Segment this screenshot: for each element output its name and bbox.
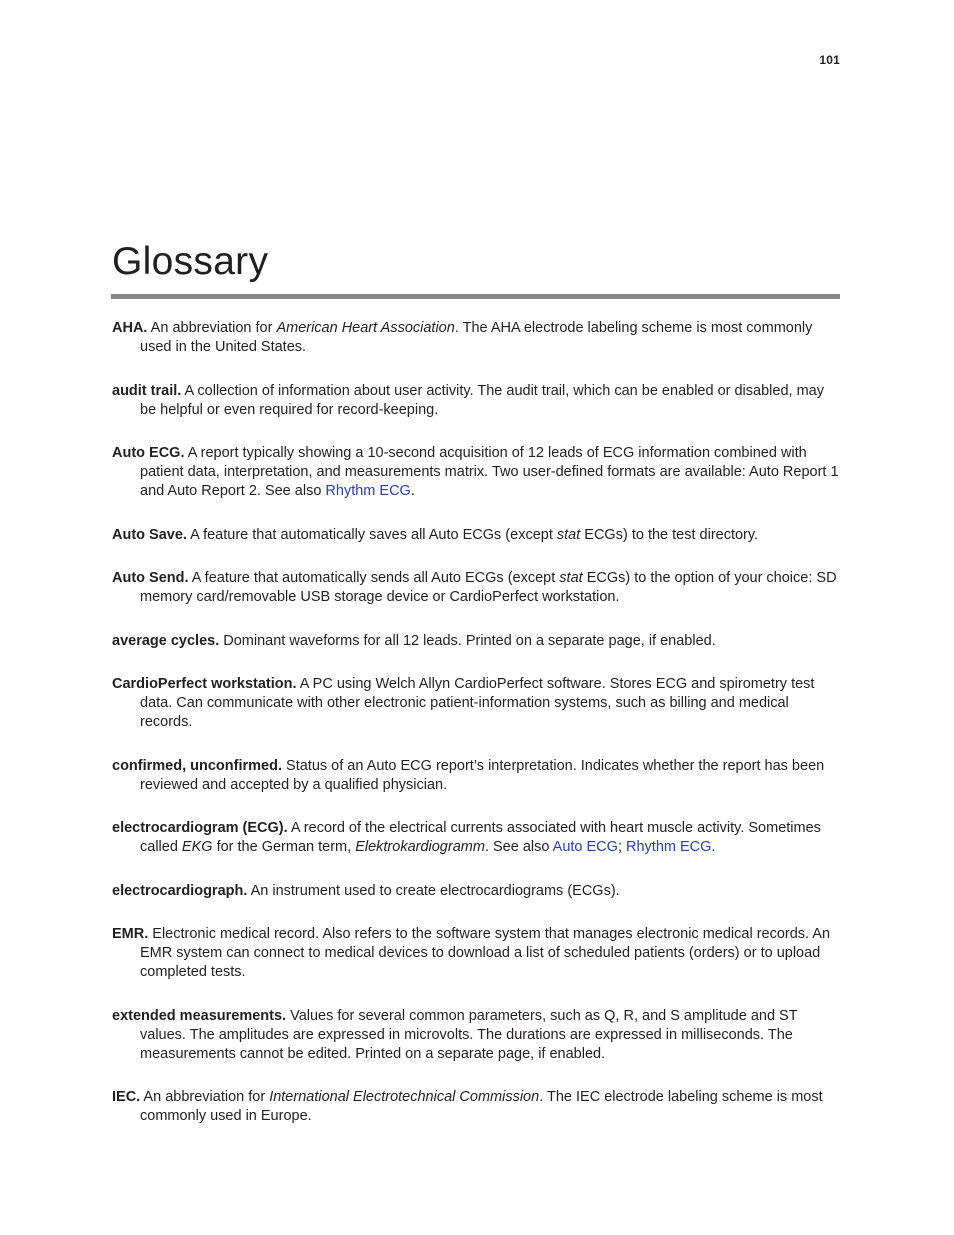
glossary-term: Auto ECG. <box>112 445 185 461</box>
glossary-entry-auto-ecg <box>112 444 842 501</box>
definition-text: ECGs) to the option of your choice: SD memory card/removable USB storage device or CardioPerfect workstation. <box>140 570 837 605</box>
glossary-entry-iec <box>112 1088 842 1126</box>
glossary-term: EMR. <box>112 926 149 942</box>
glossary-entry-audit-trail <box>112 382 842 420</box>
glossary-entry-emr <box>112 925 842 982</box>
definition-italic: stat <box>556 526 581 543</box>
glossary-entry-cardioperfect-workstation <box>112 675 842 732</box>
glossary-term: IEC. <box>112 1089 141 1105</box>
glossary-entry-electrocardiograph <box>112 882 842 901</box>
definition-text: A collection of information about user activity. The audit trail, which can be enabled or disabled, may be helpful or even required for record-keeping. <box>140 382 824 418</box>
definition-text: A record of the electrical currents associated with heart muscle activity. Sometimes called <box>140 820 821 855</box>
definition-text: ; <box>617 839 626 855</box>
definition-text: A feature that automatically sends all Auto ECGs (except <box>188 570 560 586</box>
glossary-entry-extended-measurements <box>112 1007 842 1064</box>
definition-text: Dominant waveforms for all 12 leads. Printed on a separate page, if enabled. <box>219 632 716 649</box>
glossary-entry-electrocardiogram <box>112 819 842 857</box>
definition-text: Electronic medical record. Also refers to the software system that manages electronic medical records. An EMR system can connect to medical devices to download a list of scheduled patients (orders) or to upload completed tests. <box>140 926 831 980</box>
definition-text: for the German term, <box>212 839 356 855</box>
definition-text: Status of an Auto ECG report’s interpretation. Indicates whether the report has been reviewed and accepted by a qualified physician. <box>140 757 825 793</box>
glossary-term: electrocardiograph. <box>112 882 248 899</box>
glossary-entry-confirmed-unconfirmed <box>112 757 842 795</box>
definition-text: ECGs) to the test directory. <box>580 526 759 543</box>
rhythm-ecg-link[interactable]: Rhythm ECG <box>325 483 411 499</box>
definition-text: . The IEC electrode labeling scheme is most commonly used in Europe. <box>140 1089 823 1124</box>
definition-italic: American Heart Association <box>276 320 455 336</box>
title-divider <box>111 294 840 299</box>
definition-italic: Elektrokardiogramm <box>355 839 485 855</box>
glossary-term: extended measurements. <box>112 1007 287 1024</box>
glossary-term: Auto Send. <box>112 570 189 586</box>
definition-text: . <box>410 483 415 499</box>
glossary-entry-auto-send <box>112 569 842 607</box>
glossary-term: audit trail. <box>112 382 182 399</box>
rhythm-ecg-link[interactable]: Rhythm ECG <box>626 839 712 855</box>
glossary-entry-aha <box>112 319 842 357</box>
page-number: 101 <box>819 53 840 67</box>
definition-text: . The AHA electrode labeling scheme is most commonly used in the United States. <box>140 320 813 355</box>
definition-text: An instrument used to create electrocardiograms (ECGs). <box>247 882 620 899</box>
glossary-term: confirmed, unconfirmed. <box>112 757 282 774</box>
definition-text: A PC using Welch Allyn CardioPerfect software. Stores ECG and spirometry test data. Can communicate with other electronic patient-information systems, such as billing and medical records. <box>140 676 815 730</box>
glossary-term: CardioPerfect workstation. <box>112 676 297 692</box>
definition-text: . See also <box>484 839 553 855</box>
glossary-list <box>112 319 842 1151</box>
definition-text: . <box>711 839 716 855</box>
glossary-term: electrocardiogram (ECG). <box>112 820 288 836</box>
definition-text: An abbreviation for <box>147 320 277 336</box>
glossary-entry-average-cycles <box>112 632 842 651</box>
definition-text: A report typically showing a 10-second acquisition of 12 leads of ECG information combined with patient data, interpretation, and measurements matrix. Two user-defined formats are available: Auto Report 1 and Auto Report 2. See also <box>140 445 839 499</box>
definition-text: An abbreviation for <box>140 1089 270 1105</box>
glossary-term: AHA. <box>112 320 148 336</box>
glossary-entry-auto-save <box>112 526 842 545</box>
definition-italic: International Electrotechnical Commission <box>269 1089 540 1105</box>
glossary-term: Auto Save. <box>112 526 187 543</box>
page-title: Glossary <box>112 240 269 283</box>
definition-text: Values for several common parameters, such as Q, R, and S amplitude and ST values. The amplitudes are expressed in microvolts. The durations are expressed in milliseconds. The measurements cannot be edited. Printed on a separate page, if enabled. <box>140 1007 798 1062</box>
definition-text: A feature that automatically saves all Auto ECGs (except <box>186 526 557 543</box>
auto-ecg-link[interactable]: Auto ECG <box>552 839 618 855</box>
definition-italic: stat <box>559 570 583 586</box>
definition-italic: EKG <box>181 839 213 855</box>
glossary-term: average cycles. <box>112 632 220 649</box>
